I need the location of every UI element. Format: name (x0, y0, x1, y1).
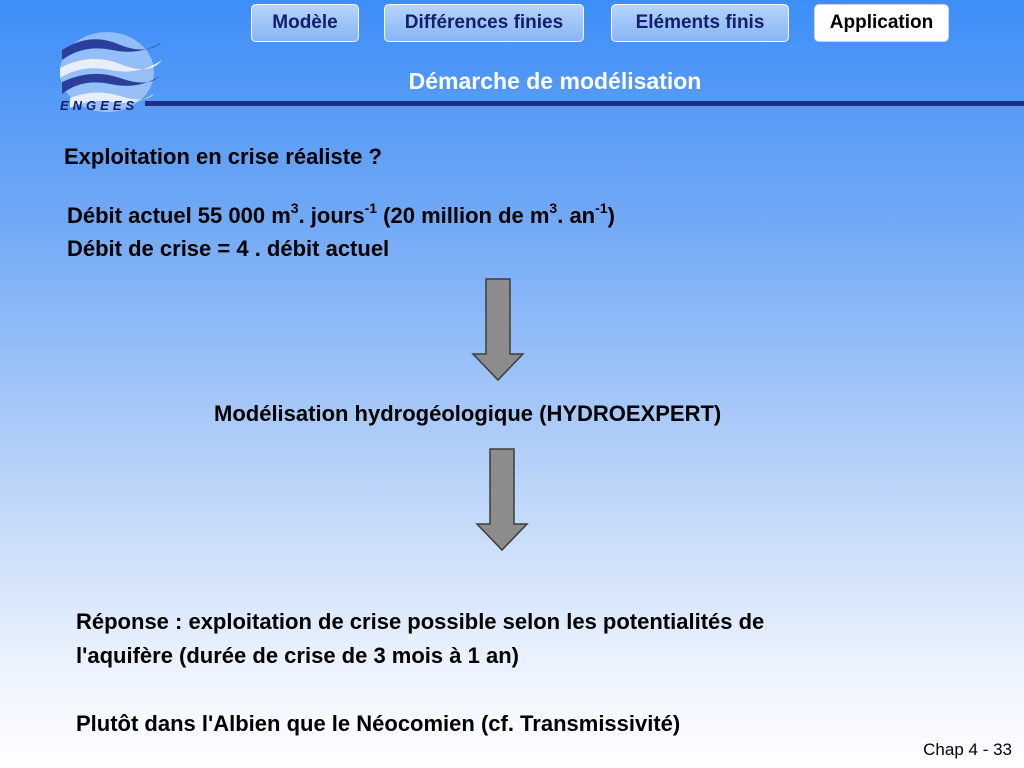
debit-part1: Débit actuel 55 000 m (67, 203, 291, 228)
tab-differences-finies[interactable]: Différences finies (384, 4, 584, 42)
section-title: Démarche de modélisation (408, 68, 702, 94)
debit-part5: ) (607, 203, 615, 228)
tab-application[interactable]: Application (814, 4, 949, 42)
debit-part2: . jours (298, 203, 365, 228)
debit-line (67, 201, 615, 231)
arrow-down-icon (475, 448, 529, 552)
model-text: Modélisation hydrogéologique (HYDROEXPERT) (214, 401, 722, 426)
debit-part3: (20 million de m (377, 203, 550, 228)
debit-sup3: 3 (549, 199, 558, 216)
question-text: Exploitation en crise réaliste ? (64, 144, 382, 169)
page-number: Chap 4 - 33 (923, 740, 1012, 759)
debit-part4: . an (557, 203, 596, 228)
tab-modele[interactable]: Modèle (251, 4, 359, 42)
tab-elements-finis[interactable]: Eléments finis (611, 4, 789, 42)
debit-sup4: -1 (595, 199, 608, 216)
arrow-down-icon (471, 278, 525, 382)
response-line-2: l'aquifère (durée de crise de 3 mois à 1 an) (76, 643, 519, 668)
crise-line: Débit de crise = 4 . débit actuel (67, 236, 390, 261)
conclusion-text: Plutôt dans l'Albien que le Néocomien (cf. Transmissivité) (76, 711, 681, 736)
debit-sup2: -1 (364, 199, 378, 216)
debit-sup1: 3 (290, 199, 299, 216)
logo-text: ENGEES (60, 98, 139, 113)
response-line-1: Réponse : exploitation de crise possible selon les potentialités de (76, 609, 765, 634)
header-rule (145, 101, 1024, 107)
